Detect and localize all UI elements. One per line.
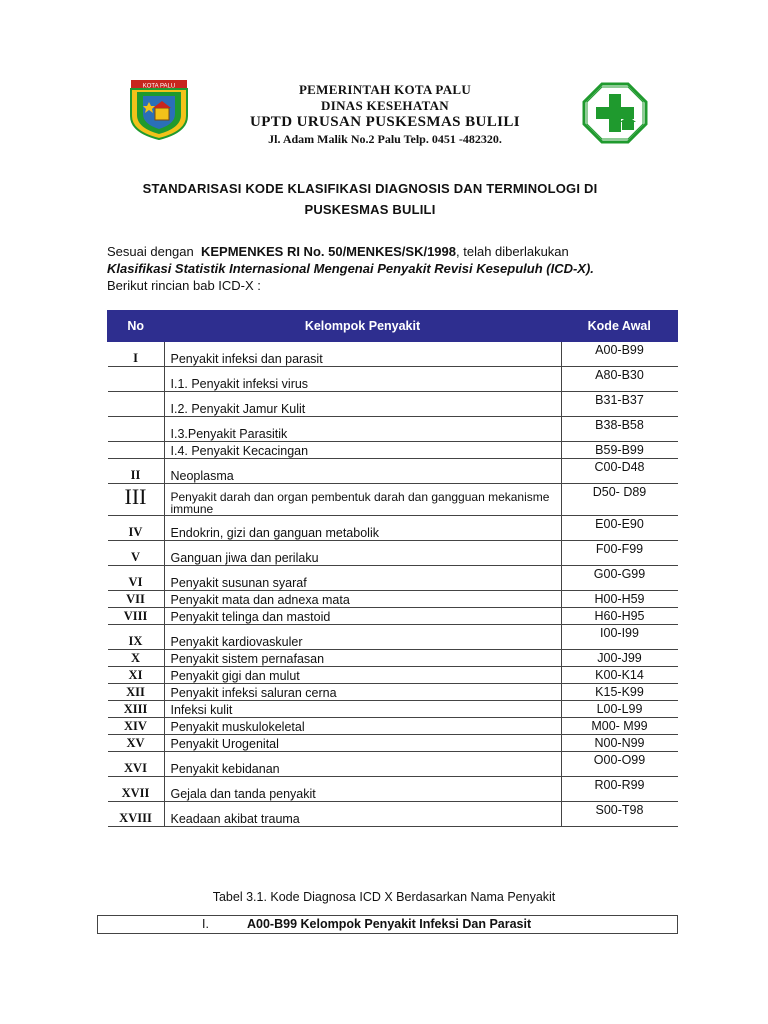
row-group: Penyakit infeksi saluran cerna	[164, 684, 561, 701]
table-row	[108, 735, 678, 752]
table-row	[108, 625, 678, 650]
row-code: I00-I99	[561, 625, 678, 650]
intro-closing: Berikut rincian bab ICD-X :	[107, 278, 261, 293]
government-name: PEMERINTAH KOTA PALU	[298, 82, 472, 97]
row-no: XIV	[108, 718, 165, 735]
row-no: XVII	[108, 777, 165, 802]
table-row	[108, 367, 678, 392]
row-code: H60-H95	[561, 608, 678, 625]
row-no: XV	[108, 735, 165, 752]
row-no: II	[108, 459, 165, 484]
row-no: XVIII	[108, 802, 165, 827]
table-caption: Tabel 3.1. Kode Diagnosa ICD X Berdasarkan Nama Penyakit	[212, 890, 556, 904]
table-row	[108, 442, 678, 459]
letterhead	[0, 0, 768, 160]
row-no: V	[108, 541, 165, 566]
header-group: Kelompok Penyakit	[164, 311, 561, 342]
row-group: Infeksi kulit	[164, 701, 561, 718]
row-code: E00-E90	[561, 516, 678, 541]
header-code: Kode Awal	[561, 311, 678, 342]
row-group: Penyakit sistem pernafasan	[164, 650, 561, 667]
row-no: III	[108, 484, 165, 516]
health-cross-logo	[582, 82, 648, 144]
row-no: VIII	[108, 608, 165, 625]
row-code: M00- M99	[561, 718, 678, 735]
header-no: No	[108, 311, 165, 342]
row-group: Penyakit kardiovaskuler	[164, 625, 561, 650]
row-code: L00-L99	[561, 701, 678, 718]
row-code: O00-O99	[561, 752, 678, 777]
row-group: Penyakit telinga dan mastoid	[164, 608, 561, 625]
row-code: N00-N99	[561, 735, 678, 752]
row-group: I.4. Penyakit Kecacingan	[164, 442, 561, 459]
table-row	[108, 718, 678, 735]
row-code: B31-B37	[561, 392, 678, 417]
row-group: Ganguan jiwa dan perilaku	[164, 541, 561, 566]
table-row	[108, 342, 678, 367]
row-no: XVI	[108, 752, 165, 777]
table-row	[108, 566, 678, 591]
row-group: Penyakit susunan syaraf	[164, 566, 561, 591]
row-code: A80-B30	[561, 367, 678, 392]
row-code: C00-D48	[561, 459, 678, 484]
title-line-2: PUSKESMAS BULILI	[304, 202, 436, 217]
institution-address: Jl. Adam Malik No.2 Palu Telp. 0451 -482320.	[268, 132, 502, 146]
row-group: Penyakit mata dan adnexa mata	[164, 591, 561, 608]
row-group: Neoplasma	[164, 459, 561, 484]
table-row	[108, 684, 678, 701]
section-title: A00-B99 Kelompok Penyakit Infeksi Dan Parasit	[247, 917, 532, 931]
table-row	[108, 752, 678, 777]
row-no: XI	[108, 667, 165, 684]
row-code: H00-H59	[561, 591, 678, 608]
row-no: XIII	[108, 701, 165, 718]
table-row	[108, 777, 678, 802]
table-row	[108, 802, 678, 827]
row-code: B38-B58	[561, 417, 678, 442]
table-row	[108, 484, 678, 516]
row-no: VI	[108, 566, 165, 591]
section-number: I.	[202, 917, 209, 931]
intro-prefix: Sesuai dengan	[107, 244, 194, 259]
table-row	[108, 516, 678, 541]
row-no: I	[108, 342, 165, 367]
table-header-row	[108, 311, 678, 342]
table-row	[108, 591, 678, 608]
row-group: Gejala dan tanda penyakit	[164, 777, 561, 802]
row-no: IX	[108, 625, 165, 650]
section-heading-band	[97, 915, 678, 934]
row-code: R00-R99	[561, 777, 678, 802]
row-no: XII	[108, 684, 165, 701]
intro-line-1	[107, 243, 687, 260]
seal-label: KOTA PALU	[142, 83, 176, 90]
title-line-1: STANDARISASI KODE KLASIFIKASI DIAGNOSIS DAN TERMINOLOGI DI	[142, 181, 598, 196]
letterhead-text	[200, 82, 570, 147]
intro-reference: KEPMENKES RI No. 50/MENKES/SK/1998	[200, 244, 457, 259]
row-group: I.3.Penyakit Parasitik	[164, 417, 561, 442]
row-code: F00-F99	[561, 541, 678, 566]
row-group: Penyakit darah dan organ pembentuk darah dan gangguan mekanisme immune	[164, 484, 561, 516]
table-row	[108, 608, 678, 625]
row-code: K00-K14	[561, 667, 678, 684]
intro-paragraph	[107, 243, 687, 294]
row-group: I.2. Penyakit Jamur Kulit	[164, 392, 561, 417]
icd-chapter-table	[107, 310, 678, 827]
row-group: Penyakit Urogenital	[164, 735, 561, 752]
table-row	[108, 417, 678, 442]
table-row	[108, 650, 678, 667]
department-name: DINAS KESEHATAN	[321, 98, 449, 113]
table-row	[108, 701, 678, 718]
table-row	[108, 459, 678, 484]
row-group: Penyakit gigi dan mulut	[164, 667, 561, 684]
row-no	[108, 392, 165, 417]
row-code: K15-K99	[561, 684, 678, 701]
row-group: I.1. Penyakit infeksi virus	[164, 367, 561, 392]
row-no: X	[108, 650, 165, 667]
intro-classification: Klasifikasi Statistik Internasional Mengenai Penyakit Revisi Kesepuluh (ICD-X).	[107, 261, 594, 276]
row-code: B59-B99	[561, 442, 678, 459]
kota-palu-seal-logo	[127, 78, 191, 140]
row-group: Endokrin, gizi dan ganguan metabolik	[164, 516, 561, 541]
row-group: Penyakit infeksi dan parasit	[164, 342, 561, 367]
table-row	[108, 541, 678, 566]
row-group: Penyakit kebidanan	[164, 752, 561, 777]
row-code: D50- D89	[561, 484, 678, 516]
table-row	[108, 667, 678, 684]
row-group: Penyakit muskulokeletal	[164, 718, 561, 735]
row-code: S00-T98	[561, 802, 678, 827]
row-no	[108, 367, 165, 392]
table-row	[108, 392, 678, 417]
row-no: IV	[108, 516, 165, 541]
row-no	[108, 417, 165, 442]
row-code: G00-G99	[561, 566, 678, 591]
row-no	[108, 442, 165, 459]
intro-suffix: , telah diberlakukan	[456, 244, 569, 259]
row-no: VII	[108, 591, 165, 608]
row-group: Keadaan akibat trauma	[164, 802, 561, 827]
row-code: J00-J99	[561, 650, 678, 667]
row-code: A00-B99	[561, 342, 678, 367]
document-title	[60, 178, 680, 220]
institution-name: UPTD URUSAN PUSKESMAS BULILI	[250, 114, 520, 130]
